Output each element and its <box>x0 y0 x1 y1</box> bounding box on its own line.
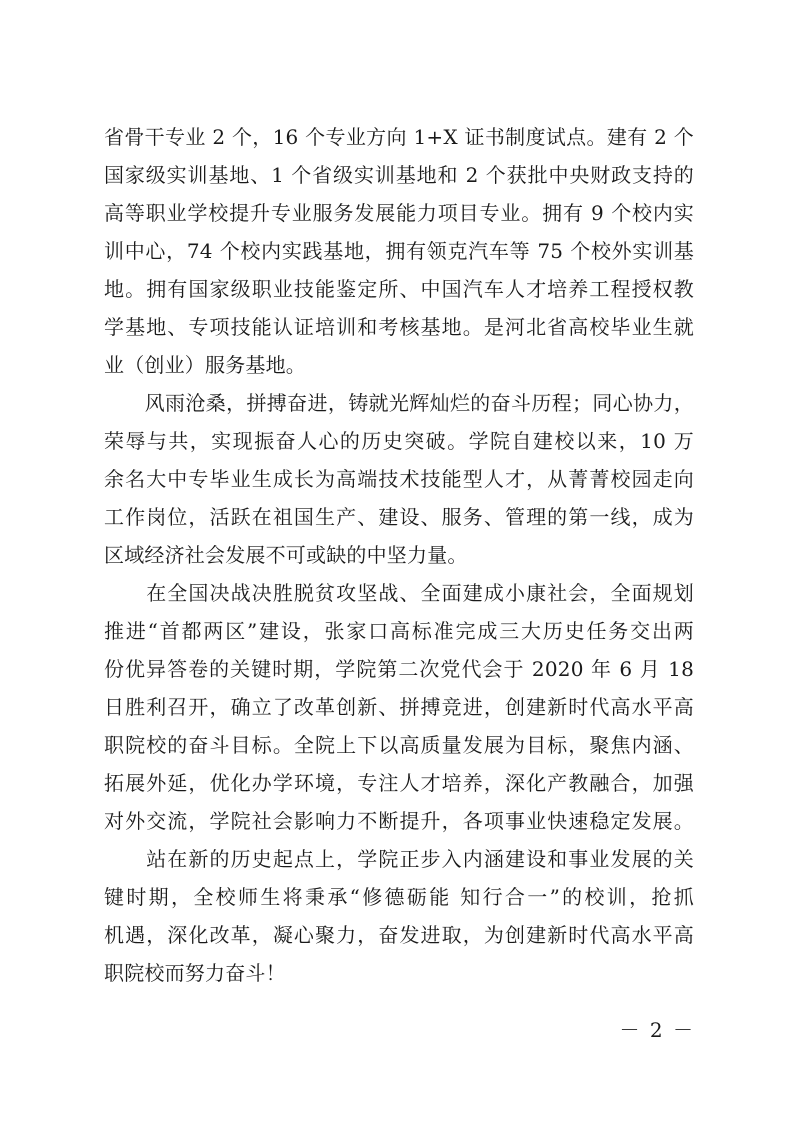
text-line: 对外交流，学院社会影响力不断提升，各项事业快速稳定发展。 <box>104 809 694 833</box>
paragraph <box>104 574 694 840</box>
text-line: 高等职业学校提升专业服务发展能力项目专业。拥有 9 个校内实 <box>104 201 694 225</box>
document-body <box>104 118 694 992</box>
text-line: 风雨沧桑，拼搏奋进，铸就光辉灿烂的奋斗历程；同心协力， <box>104 391 694 415</box>
text-line: 拓展外延，优化办学环境，专注人才培养，深化产教融合，加强 <box>104 771 694 795</box>
text-line: 国家级实训基地、1 个省级实训基地和 2 个获批中央财政支持的 <box>104 163 694 187</box>
text-line: 职院校的奋斗目标。全院上下以高质量发展为目标，聚焦内涵、 <box>104 733 694 757</box>
text-line: 余名大中专毕业生成长为高端技术技能型人才，从菁菁校园走向 <box>104 467 694 491</box>
text-line: 工作岗位，活跃在祖国生产、建设、服务、管理的第一线，成为 <box>104 505 694 529</box>
paragraph <box>104 384 694 574</box>
text-line: 键时期，全校师生将秉承“修德砺能 知行合一”的校训，抢抓 <box>104 885 694 909</box>
text-line: 职院校而努力奋斗！ <box>104 961 286 985</box>
text-line: 业（创业）服务基地。 <box>104 353 306 377</box>
text-line: 省骨干专业 2 个，16 个专业方向 1+X 证书制度试点。建有 2 个 <box>104 125 694 149</box>
text-line: 荣辱与共，实现振奋人心的历史突破。学院自建校以来，10 万 <box>104 429 694 453</box>
paragraph <box>104 118 694 384</box>
page-number: － 2 － <box>619 1018 695 1042</box>
text-line: 站在新的历史起点上，学院正步入内涵建设和事业发展的关 <box>104 847 694 871</box>
text-line: 在全国决战决胜脱贫攻坚战、全面建成小康社会，全面规划 <box>104 581 694 605</box>
paragraph <box>104 840 694 992</box>
text-line: 地。拥有国家级职业技能鉴定所、中国汽车人才培养工程授权教 <box>104 277 694 301</box>
text-line: 学基地、专项技能认证培训和考核基地。是河北省高校毕业生就 <box>104 315 694 339</box>
text-line: 推进“首都两区”建设，张家口高标准完成三大历史任务交出两 <box>104 619 694 643</box>
text-line: 份优异答卷的关键时期，学院第二次党代会于 2020 年 6 月 18 <box>104 657 694 681</box>
text-line: 机遇，深化改革，凝心聚力，奋发进取，为创建新时代高水平高 <box>104 923 694 947</box>
text-line: 训中心，74 个校内实践基地，拥有领克汽车等 75 个校外实训基 <box>104 239 694 263</box>
text-line: 区域经济社会发展不可或缺的中坚力量。 <box>104 543 468 567</box>
text-line: 日胜利召开，确立了改革创新、拼搏竞进，创建新时代高水平高 <box>104 695 694 719</box>
